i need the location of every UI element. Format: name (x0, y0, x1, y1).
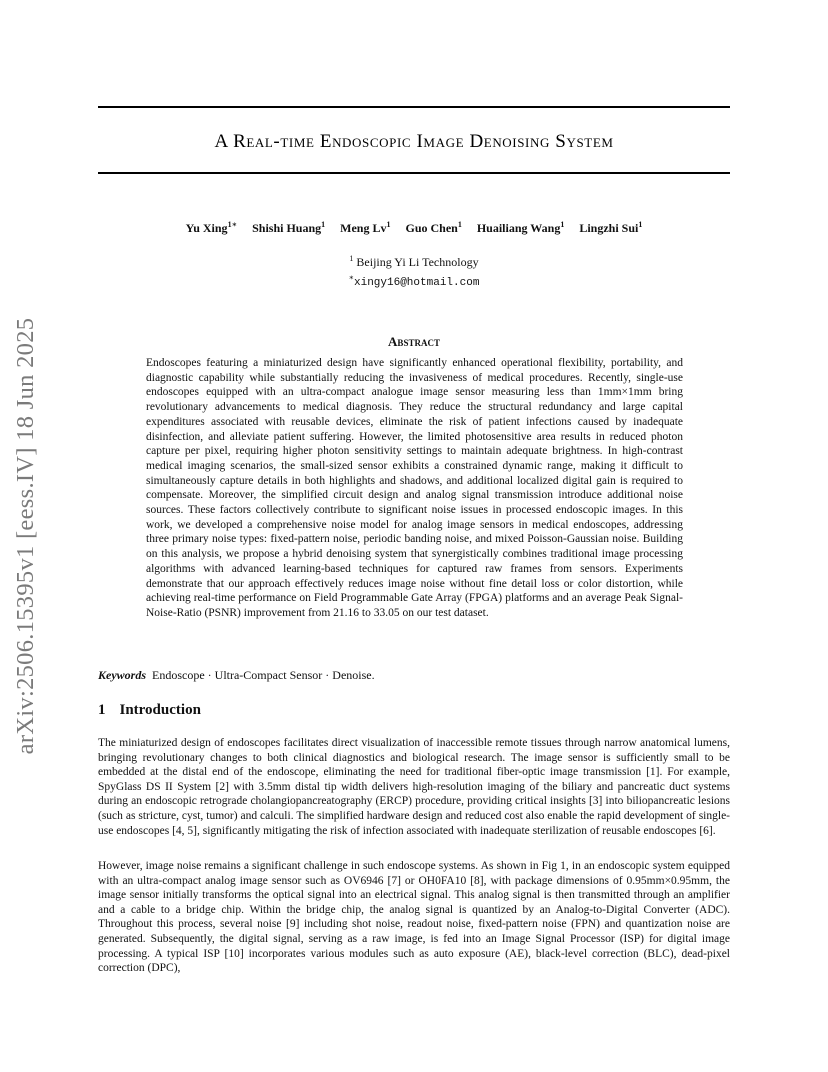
title-rule-top (98, 106, 730, 108)
section-number: 1 (98, 702, 106, 718)
keywords-text: Endoscope · Ultra-Compact Sensor · Denoise. (152, 668, 375, 682)
body-paragraph: The miniaturized design of endoscopes facilitates direct visualization of inaccessible remote tissues through narrow anatomical lumens, bringing revolutionary changes to both clinical diagnostics and biological research. The image sensor is sufficiently small to be embedded at the distal end of the endoscope, eliminating the need for traditional fiber-optic image transmission [1]. For example, SpyGlass DS II System [2] with 3.5mm distal tip width delivers high-resolution imaging of the biliary and pancreatic duct systems during an endoscopic retrograde cholangiopancreatography (ERCP) procedure, providing critical insights [3] into biliopancreatic lesions (such as stricture, cyst, tumor) and calculi. The simplified hardware design and reduced cost also enable the rapid development of single-use endoscopes [4, 5], significantly mitigating the risk of infection associated with inadequate sterilization of reusable endoscopes [6]. (98, 737, 730, 837)
author: Shishi Huang$^1$ (252, 220, 326, 235)
keywords-line (98, 668, 730, 683)
arxiv-identifier: arXiv:2506.15395v1 [eess.IV] 18 Jun 2025 (12, 317, 39, 755)
author: Meng Lv$^1$ (340, 220, 391, 235)
abstract-heading: Abstract (388, 334, 440, 349)
affiliation-block (98, 251, 730, 291)
author: Guo Chen$^1$ (405, 220, 462, 235)
author: Lingzhi Sui$^1$ (579, 220, 643, 235)
author: Yu Xing$^{1∗}$ (185, 220, 238, 235)
section-heading-introduction (98, 702, 730, 719)
title-rule-bottom (98, 172, 730, 174)
contact-email: ∗xingy16@hotmail.com (348, 273, 480, 289)
author-list (98, 219, 730, 236)
section-title: Introduction (119, 702, 201, 718)
author: Huailiang Wang$^1$ (476, 220, 565, 235)
affiliation: $^1$ Beijing Yi Li Technology (349, 254, 479, 269)
keywords-label: Keywords (98, 668, 146, 682)
abstract-body: Endoscopes featuring a miniaturized design have significantly enhanced operational flexibility, portability, and diagnostic capability while substantially reducing the invasiveness of medical procedures. Recently, single-use endoscopes equipped with an ultra-compact analogue image sensor measuring less than 1mm×1mm bring revolutionary advancements to medical diagnosis. They reduce the structural redundancy and large capital expenditures associated with reusable devices, eliminate the risk of patient infections caused by inadequate disinfection, and alleviate patient suffering. However, the limited photosensitive area results in reduced photon capture per pixel, requiring higher photon sensitivity settings to maintain adequate brightness. In high-contrast medical imaging scenarios, the small-sized sensor exhibits a constrained dynamic range, making it difficult to simultaneously capture details in both highlights and shadows, and additional localized digital gain is required to compensate. Moreover, the simplified circuit design and analog signal transmission introduce additional noise sources. These factors collectively contribute to significant noise issues in processed endoscopic images. In this work, we developed a comprehensive noise model for analog image sensors in medical endoscopes, addressing three primary noise types: fixed-pattern noise, periodic banding noise, and mixed Poisson-Gaussian noise. Building on this analysis, we propose a hybrid denoising system that synergistically combines traditional image processing algorithms with advanced learning-based techniques for captured raw frames from sensors. Experiments demonstrate that our approach effectively reduces image noise without fine detail loss or color distortion, while achieving real-time performance on Field Programmable Gate Array (FPGA) platforms and an average Peak Signal-Noise-Ratio (PSNR) improvement from 21.16 to 33.05 on our test dataset. (146, 357, 683, 619)
body-paragraph: However, image noise remains a significant challenge in such endoscope systems. As shown in Fig 1, in an endoscopic system equipped with an ultra-compact analog image sensor such as OV6946 [7] or OH0FA10 [8], with package dimensions of 0.95mm×0.95mm, the image sensor initially transforms the optical signal into an electrical signal. This analog signal is then transmitted through an amplifier and a cable to a bridge chip. Within the bridge chip, the analog signal is quantized by an Analog-to-Digital Converter (ADC). Throughout this process, several noise [9] including shot noise, readout noise, fixed-pattern noise (FPN) and quantization noise are generated. Subsequently, the digital signal, serving as a raw image, is fed into an Image Signal Processor (ISP) for digital image processing. A typical ISP [10] incorporates various modules such as auto exposure (AE), black-level correction (BLC), dead-pixel correction (DPC), (98, 860, 730, 975)
paper-title: A Real-time Endoscopic Image Denoising System (214, 131, 614, 152)
arxiv-sidebar-stamp (4, 293, 48, 779)
